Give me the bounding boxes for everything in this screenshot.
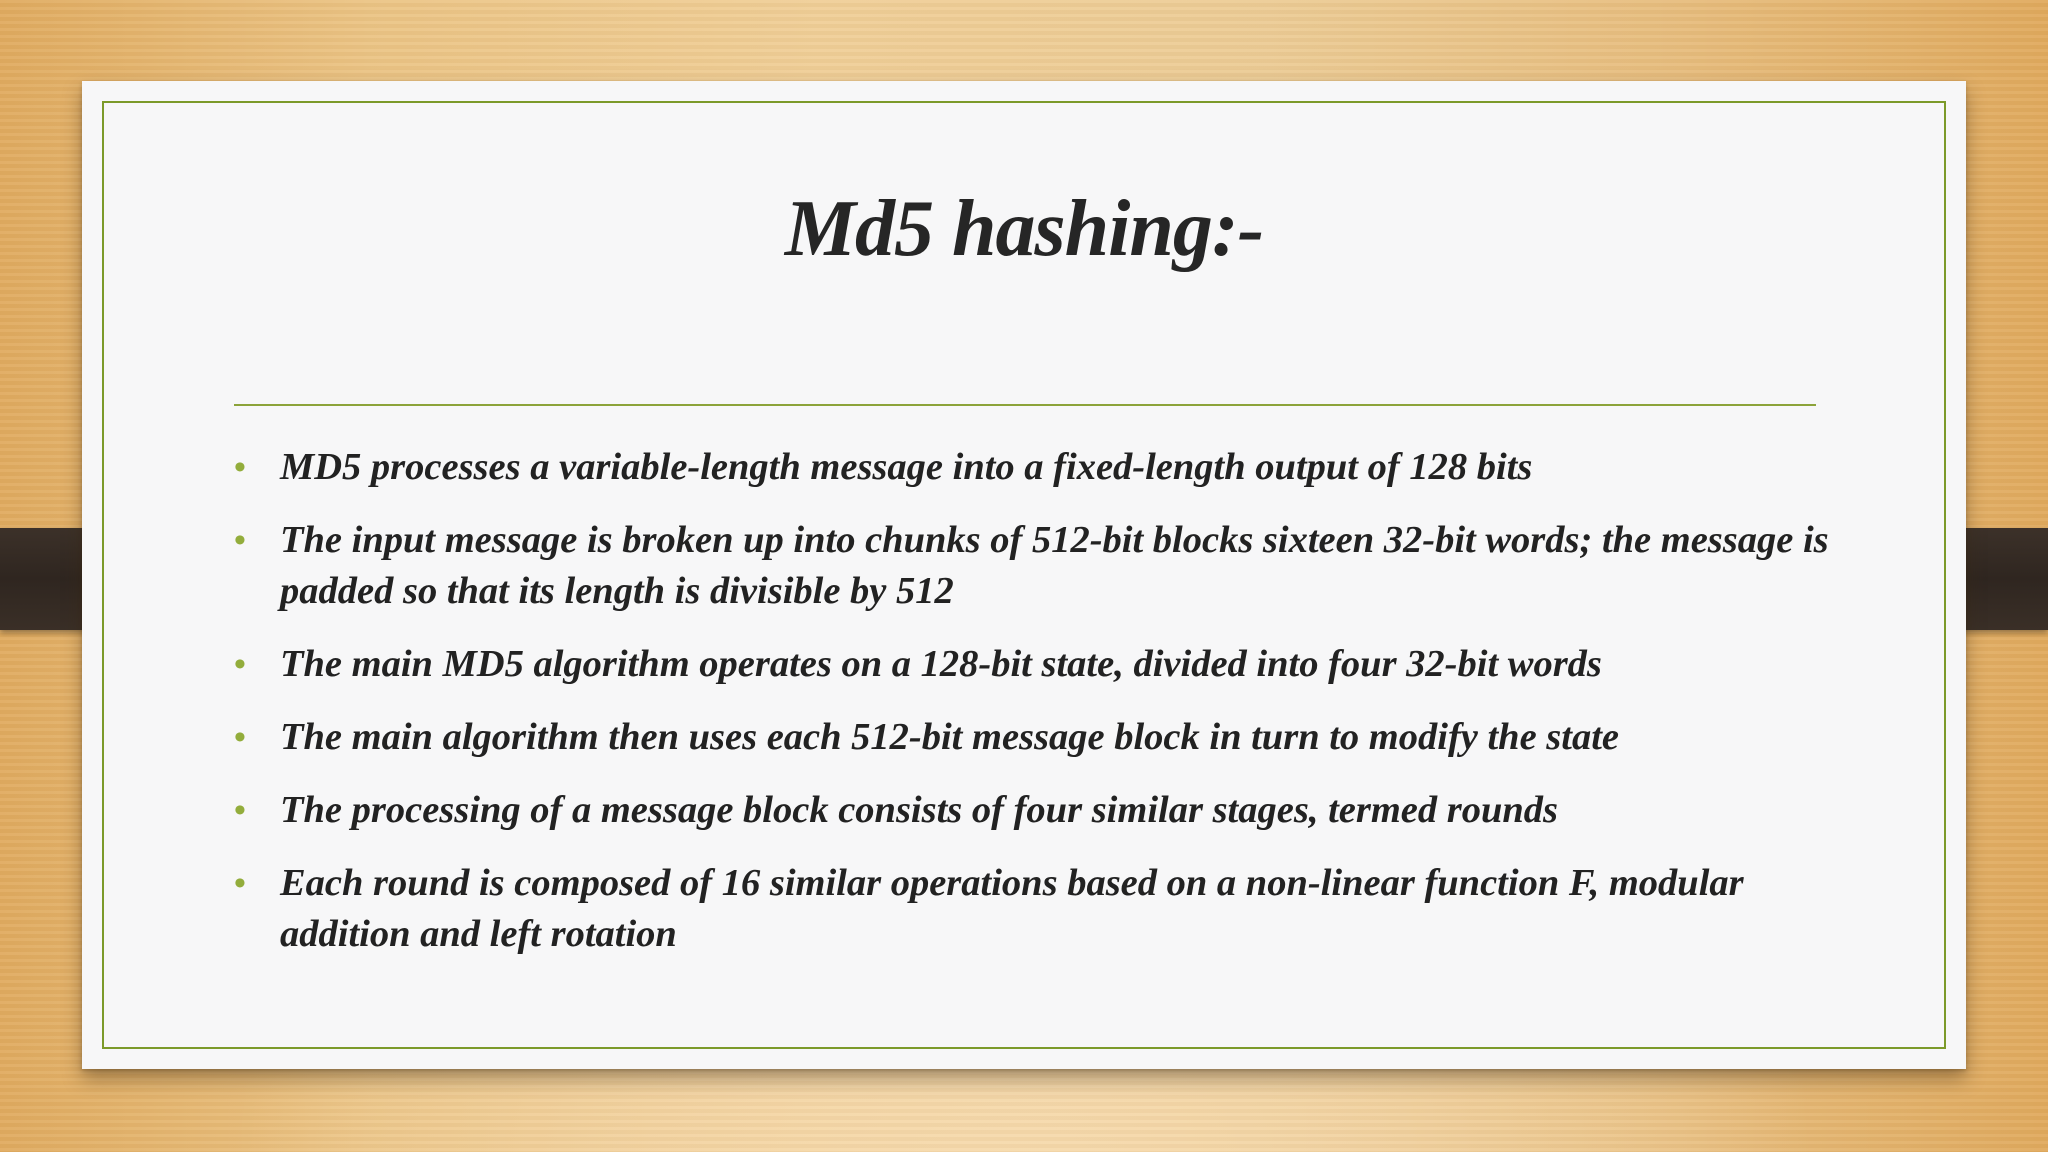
- bullet-item: [234, 515, 1834, 617]
- slide-title: Md5 hashing:-: [784, 185, 1264, 273]
- bullet-text: The main algorithm then uses each 512-bit message block in turn to modify the state: [280, 716, 1620, 758]
- bullet-text: The input message is broken up into chunks of 512-bit blocks sixteen 32-bit words; the message is padded so that its length is divisible by 512: [280, 519, 1829, 612]
- bullet-dot-icon: •: [234, 792, 246, 829]
- bullet-item: [234, 442, 1834, 493]
- title-divider: [234, 404, 1816, 406]
- bullet-dot-icon: •: [234, 646, 246, 683]
- bullet-item: [234, 639, 1834, 690]
- bullet-item: [234, 712, 1834, 763]
- bullet-dot-icon: •: [234, 865, 246, 902]
- slide-card: [82, 81, 1966, 1069]
- bullet-dot-icon: •: [234, 449, 246, 486]
- bullet-text: The main MD5 algorithm operates on a 128-bit state, divided into four 32-bit words: [280, 643, 1602, 685]
- bullet-dot-icon: •: [234, 719, 246, 756]
- bullet-list: [234, 442, 1834, 982]
- bullet-text: The processing of a message block consists of four similar stages, termed rounds: [280, 789, 1559, 831]
- bullet-item: [234, 785, 1834, 836]
- bullet-text: Each round is composed of 16 similar operations based on a non-linear function F, modular addition and left rotation: [280, 862, 1744, 955]
- bullet-item: [234, 858, 1834, 960]
- bullet-text: MD5 processes a variable-length message into a fixed-length output of 128 bits: [280, 446, 1533, 488]
- bullet-dot-icon: •: [234, 522, 246, 559]
